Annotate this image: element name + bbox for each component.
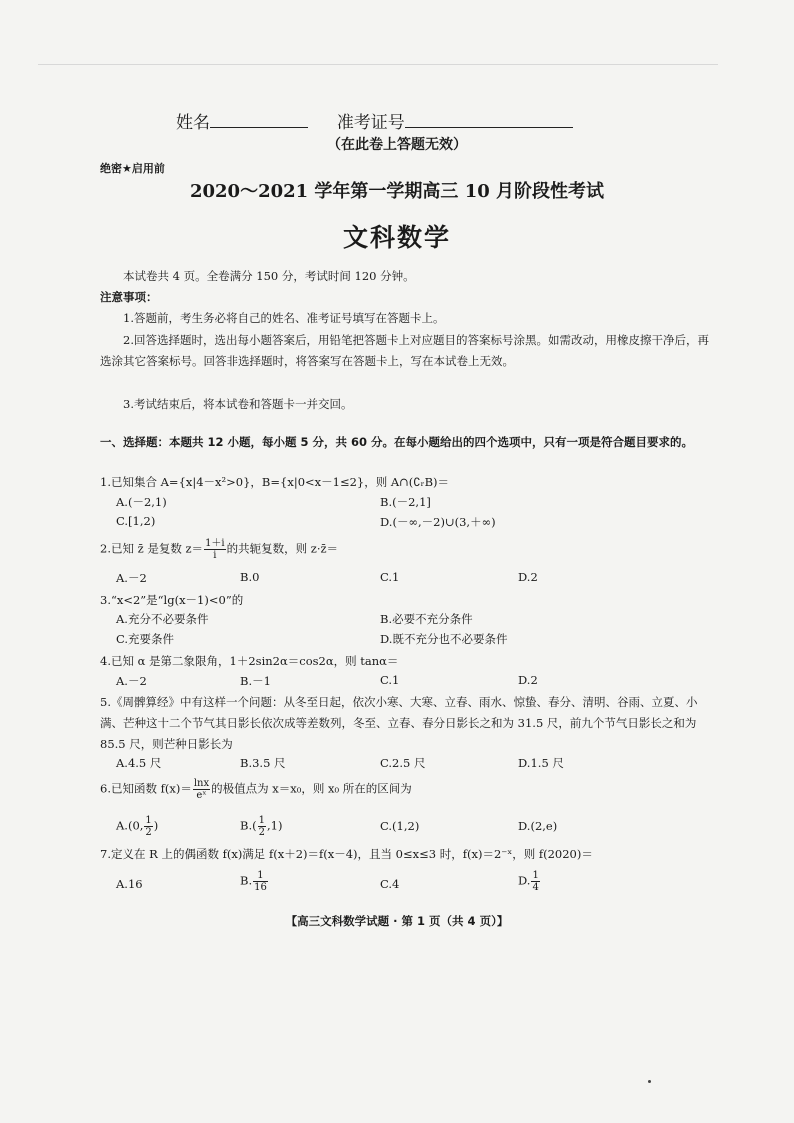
- q6-fraction-den: eˣ: [196, 790, 207, 801]
- q6-b-pre: B.(: [240, 818, 257, 833]
- q4-stem: 4.已知 α 是第二象限角，1＋2sin2α＝cos2α，则 tanα＝: [100, 654, 399, 668]
- page-footer: 【高三文科数学试题 · 第 1 页（共 4 页）】: [285, 914, 509, 928]
- q6-b-den: 2: [258, 827, 265, 838]
- q7-b-num: 1: [253, 870, 268, 882]
- q6-a-fraction: [144, 815, 152, 838]
- q3-option-b: B.必要不充分条件: [380, 612, 473, 626]
- q2-stem-post: 的共轭复数，则 z·z̄＝: [226, 541, 339, 556]
- candidate-info-line: [176, 108, 573, 133]
- q7-option-c: C.4: [380, 877, 400, 891]
- subject-title: 文科数学: [342, 223, 451, 252]
- q6-fraction: [193, 778, 210, 801]
- notes-title: 注意事项：: [100, 290, 158, 304]
- q4-option-d: D.2: [518, 673, 538, 687]
- note-item-3: 3.考试结束后，将本试卷和答题卡一并交回。: [123, 397, 353, 411]
- q6-b-fraction: [258, 815, 266, 838]
- q7-b-den: 16: [254, 882, 267, 893]
- intro-text: 本试卷共 4 页。全卷满分 150 分，考试时间 120 分钟。: [123, 269, 415, 283]
- q7-option-a: A.16: [116, 877, 143, 891]
- q4-option-c: C.1: [380, 673, 400, 687]
- q6-option-c: C.(1,2): [380, 819, 420, 833]
- q1-option-b: B.(－2,1]: [380, 495, 431, 509]
- q6-stem-post: 的极值点为 x＝x₀，则 x₀ 所在的区间为: [211, 781, 412, 796]
- q5-option-c: C.2.5 尺: [380, 756, 426, 770]
- q6-fraction-num: lnx: [193, 778, 210, 789]
- q6-option-a: [116, 815, 158, 838]
- q7-d-fraction: [531, 870, 539, 893]
- q6-a-pre: A.(0,: [116, 818, 144, 833]
- q5-option-d: D.1.5 尺: [518, 756, 564, 770]
- q3-stem: 3.“x<2”是“lg(x－1)<0”的: [100, 593, 244, 607]
- q3-option-a: A.充分不必要条件: [116, 612, 209, 626]
- q7-option-d: [518, 870, 541, 893]
- q7-option-b: [240, 870, 269, 893]
- q6-b-post: ,1): [266, 818, 283, 833]
- q5-option-b: B.3.5 尺: [240, 756, 286, 770]
- section-1-heading: 一、选择题：本题共 12 小题，每小题 5 分，共 60 分。在每小题给出的四个选项中，只有一项是符合题目要求的。: [100, 435, 694, 449]
- name-label: 姓名: [176, 113, 210, 133]
- q4-option-a: A.－2: [116, 674, 147, 688]
- q3-option-d: D.既不充分也不必要条件: [380, 632, 508, 646]
- name-blank: [210, 111, 308, 128]
- q1-option-c: C.[1,2): [116, 514, 156, 528]
- invalid-note: （在此卷上答题无效）: [327, 137, 467, 153]
- q7-d-num: 1: [532, 870, 539, 881]
- q2-option-d: D.2: [518, 570, 538, 584]
- q7-b-pre: B.: [240, 873, 253, 888]
- q2-fraction-den: i: [213, 550, 217, 561]
- q5-stem: 5.《周髀算经》中有这样一个问题：从冬至日起，依次小寒、大寒、立春、雨水、惊蛰、春分、清明、谷雨、立夏、小满、芒种这十二个节气其日影长依次成等差数列，冬至、立春、春分日影长之和为 31.5 尺，前九个节气日影长之和为 85.5 尺，则芒种日影长为: [100, 695, 698, 751]
- note-item-2: 2.回答选择题时，选出每小题答案后，用铅笔把答题卡上对应题目的答案标号涂黑。如需改动，用橡皮擦干净后，再选涂其它答案标号。回答非选择题时，将答案写在答题卡上，写在本试卷上无效。: [100, 333, 709, 368]
- page-edge-line: [38, 64, 718, 65]
- q6-stem: [100, 778, 412, 801]
- q6-option-b: [240, 815, 282, 838]
- secret-label: 绝密★启用前: [100, 162, 165, 175]
- q2-fraction: [204, 538, 226, 561]
- q6-stem-pre: 6.已知函数 f(x)＝: [100, 781, 192, 796]
- q6-a-post: ): [153, 818, 159, 833]
- q2-stem: [100, 538, 338, 561]
- q7-b-fraction: [253, 870, 268, 893]
- q7-stem: 7.定义在 R 上的偶函数 f(x)满足 f(x＋2)＝f(x－4)，且当 0≤x≤3 时，f(x)＝2⁻ˣ，则 f(2020)＝: [100, 847, 593, 861]
- q2-option-c: C.1: [380, 570, 400, 584]
- q6-a-num: 1: [145, 815, 152, 826]
- q4-option-b: B.－1: [240, 674, 271, 688]
- q2-option-b: B.0: [240, 570, 260, 584]
- exam-title: 2020～2021 学年第一学期高三 10 月阶段性考试: [189, 181, 605, 202]
- q2-option-a: A.－2: [116, 571, 147, 585]
- q6-option-d: D.(2,e): [518, 819, 558, 833]
- q2-stem-pre: 2.已知 z̄ 是复数 z＝: [100, 541, 204, 556]
- q6-a-den: 2: [145, 827, 152, 838]
- q1-stem: 1.已知集合 A={x|4－x²>0}，B={x|0<x－1≤2}，则 A∩(∁ᵣB)＝: [100, 475, 450, 489]
- q1-option-d: D.(－∞,－2)∪(3,＋∞): [380, 515, 496, 529]
- q1-option-a: A.(－2,1): [116, 495, 167, 509]
- q7-d-den: 4: [532, 882, 539, 893]
- q5-option-a: A.4.5 尺: [116, 756, 162, 770]
- q6-b-num: 1: [258, 815, 265, 826]
- note-item-1: 1.答题前，考生务必将自己的姓名、准考证号填写在答题卡上。: [123, 311, 445, 325]
- id-blank: [405, 111, 573, 128]
- scan-speck: [648, 1080, 651, 1083]
- q2-fraction-num: 1＋i: [205, 538, 225, 549]
- id-label: 准考证号: [336, 113, 405, 133]
- q3-option-c: C.充要条件: [116, 632, 175, 646]
- q7-d-pre: D.: [518, 873, 531, 888]
